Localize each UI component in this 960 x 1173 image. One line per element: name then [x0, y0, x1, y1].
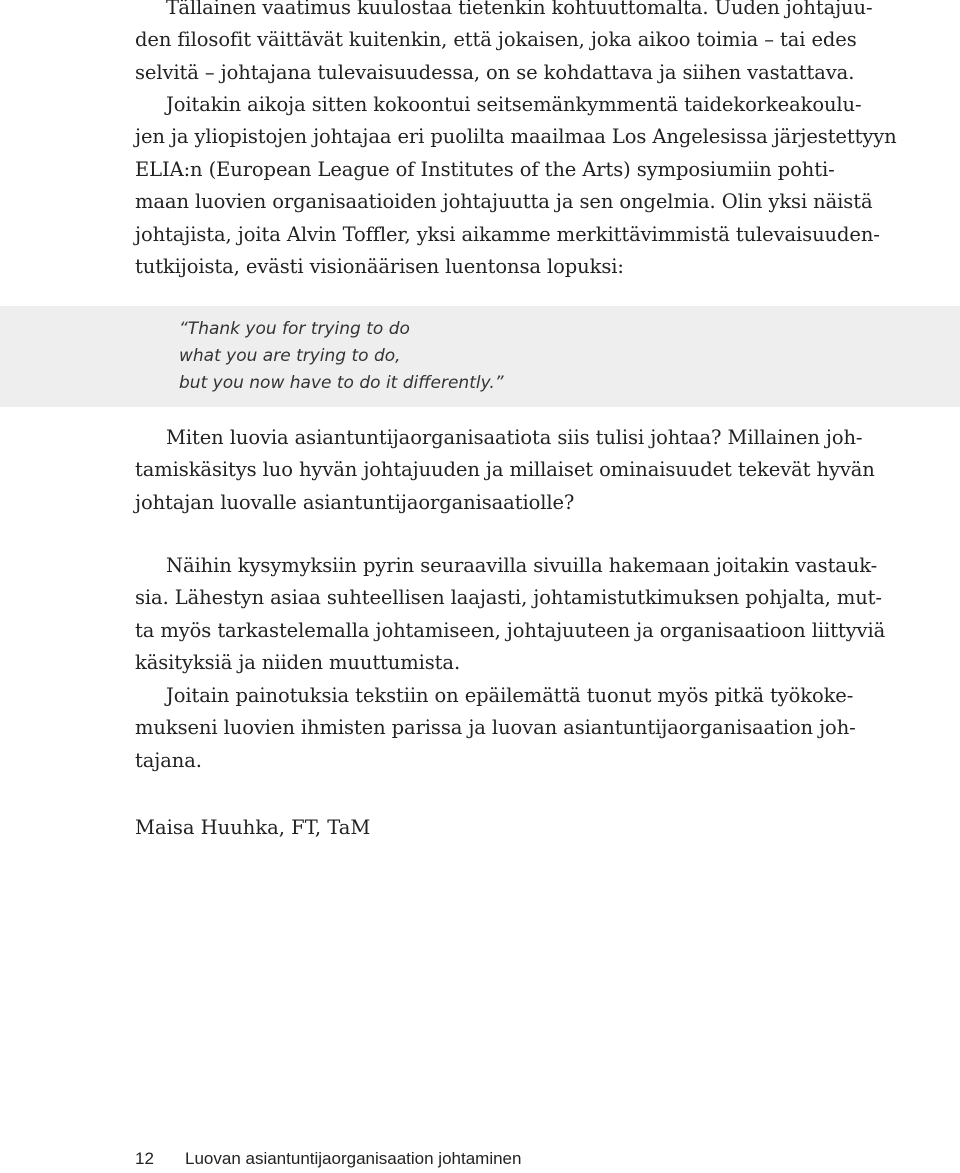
quote-line: “Thank you for trying to do [179, 319, 410, 339]
paragraph-line: johtajista, joita Alvin Toffler, yksi aikamme merkittävimmistä tulevaisuuden- [135, 222, 880, 246]
paragraph-line: Miten luovia asiantuntijaorganisaatiota siis tulisi johtaa? Millainen joh- [166, 426, 863, 449]
paragraph-line: käsityksiä ja niiden muuttumista. [135, 651, 461, 675]
toffler-quote [179, 316, 504, 397]
paragraph-line: ELIA:n (European League of Institutes of the Arts) symposiumiin pohti- [135, 157, 835, 181]
paragraph-line: sia. Lähestyn asiaa suhteellisen laajasti, johtamistutkimuksen pohjalta, mut- [135, 586, 882, 610]
paragraph-line: ta myös tarkastelemalla johtamiseen, johtajuuteen ja organisaatioon liittyviä [135, 618, 886, 642]
paragraph-intro [135, 0, 873, 89]
paragraph-line: selvitä – johtajana tulevaisuudessa, on se kohdattava ja siihen vastattava. [135, 60, 855, 84]
paragraph-symposium [135, 89, 897, 283]
paragraph-line: den filosofit väittävät kuitenkin, että jokaisen, joka aikoo toimia – tai edes [135, 28, 857, 52]
page-footer [135, 1147, 521, 1171]
paragraph-line: jen ja yliopistojen johtajaa eri puolilta maailmaa Los Angelesissa järjestettyyn [135, 125, 897, 149]
paragraph-line: Näihin kysymyksiin pyrin seuraavilla sivuilla hakemaan joitakin vastauk- [166, 554, 878, 577]
paragraph-line: mukseni luovien ihmisten parissa ja luovan asiantuntijaorganisaation joh- [135, 716, 856, 740]
paragraph-line: Joitain painotuksia tekstiin on epäilemättä tuonut myös pitkä työkoke- [166, 684, 854, 707]
paragraph-line: johtajan luovalle asiantuntijaorganisaatiolle? [135, 490, 575, 514]
paragraph-approach [135, 550, 886, 680]
paragraph-line: maan luovien organisaatioiden johtajuutta ja sen ongelmia. Olin yksi näistä [135, 190, 873, 214]
book-title: Luovan asiantuntijaorganisaation johtaminen [185, 1149, 522, 1168]
paragraph-line: Joitakin aikoja sitten kokoontui seitsemänkymmentä taidekorkeakoulu- [166, 93, 862, 116]
page-number: 12 [135, 1149, 154, 1168]
paragraph-line: tajana. [135, 748, 202, 772]
paragraph-line: tamiskäsitys luo hyvän johtajuuden ja millaiset ominaisuudet tekevät hyvän [135, 458, 875, 482]
quote-line: what you are trying to do, [179, 346, 401, 366]
paragraph-experience [135, 680, 856, 777]
quote-line: but you now have to do it differently.” [179, 373, 504, 393]
paragraph-line: tutkijoista, evästi visionäärisen luentonsa lopuksi: [135, 255, 624, 279]
paragraph-line: Tällainen vaatimus kuulostaa tietenkin kohtuuttomalta. Uuden johtajuu- [166, 0, 873, 19]
quote-band [0, 306, 960, 407]
paragraph-questions [135, 422, 875, 519]
author-signature: Maisa Huuhka, FT, TaM [135, 816, 371, 839]
